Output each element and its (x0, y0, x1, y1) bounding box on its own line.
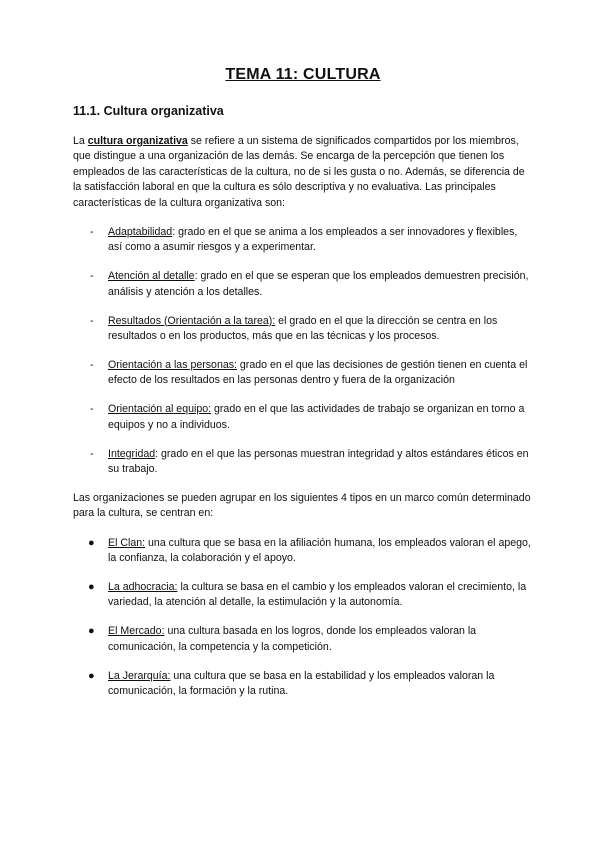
page-title: TEMA 11: CULTURA (225, 66, 381, 83)
bullet-marker: ● (88, 625, 95, 638)
list-item (73, 580, 533, 611)
intro-post: se refiere a un sistema de significados compartidos por los miembros, que distingue a una organización de las demás. Se encarga de la percepción que tienen los empleados de las características de la cultura, no de si les gusta o no. Además, se diferencia de la satisfacción laboral en que la cultura es sólo descriptiva y no evaluativa. Las principales características de la cultura organizativa son: (73, 135, 525, 209)
bullet-marker: ● (88, 669, 95, 682)
item-text: una cultura que se basa en la estabilidad y los empleados valoran la comunicación, la formación y la rutina. (108, 669, 495, 698)
document-page (73, 66, 533, 713)
item-term: La adhocracia: (108, 581, 178, 594)
list-item (73, 402, 533, 433)
types-list (73, 536, 533, 700)
item-text: una cultura basada en los logros, donde los empleados valoran la comunicación, la competencia y la competición. (108, 625, 477, 653)
item-term: Atención al detalle (108, 270, 195, 283)
item-term: La Jerarquía: (108, 669, 171, 682)
item-text: : grado en el que se esperan que los empleados demuestren precisión, análisis y atención a los detalles. (108, 270, 529, 298)
list-item (73, 447, 533, 478)
item-text: una cultura que se basa en la afiliación humana, los empleados valoran el apego, la confianza, la colaboración y el apoyo. (108, 536, 531, 565)
item-term: El Clan: (108, 536, 146, 549)
list-item (73, 269, 533, 300)
item-term: Orientación a las personas: (108, 358, 237, 371)
item-text: la cultura se basa en el cambio y los empleados valoran el crecimiento, la variedad, la atención al detalle, la estimulación y la autonomía. (108, 581, 527, 609)
dash-marker: - (90, 314, 94, 327)
dash-marker: - (90, 447, 94, 460)
item-text: el grado en el que la dirección se centra en los resultados o en los productos, más que en las técnicas y los procesos. (108, 314, 498, 343)
dash-marker: - (90, 270, 94, 283)
item-term: El Mercado: (108, 625, 165, 638)
item-text: grado en el que las actividades de trabajo se organizan en torno a equipos y no a individuos. (108, 403, 525, 431)
section-heading: 11.1. Cultura organizativa (73, 104, 224, 118)
intro-pre: La (73, 135, 88, 147)
intro-term: cultura organizativa (87, 135, 188, 147)
item-text: grado en el que las decisiones de gestión tienen en cuenta el efecto de los resultados en las personas dentro y fuera de la organización (108, 358, 528, 387)
dash-marker: - (90, 403, 94, 416)
list-item (73, 225, 533, 256)
list-item (73, 669, 533, 700)
item-term: Resultados (Orientación a la tarea): (108, 314, 276, 327)
types-intro-paragraph: Las organizaciones se pueden agrupar en los siguientes 4 tipos en un marco común determinado para la cultura, se centran en: (73, 491, 531, 520)
dash-marker: - (90, 226, 94, 239)
item-text: : grado en el que las personas muestran integridad y altos estándares éticos en su trabajo. (108, 447, 529, 475)
item-term: Orientación al equipo: (108, 403, 212, 416)
item-term: Adaptabilidad (108, 226, 173, 239)
list-item (73, 536, 533, 567)
bullet-marker: ● (88, 581, 95, 594)
bullet-marker: ● (88, 536, 95, 549)
dash-marker: - (90, 358, 94, 371)
item-text: : grado en el que se anima a los empleados a ser innovadores y flexibles, así como a asumir riesgos y a experimentar. (108, 226, 518, 254)
list-item (73, 314, 533, 345)
list-item (73, 358, 533, 389)
item-term: Integridad (108, 447, 156, 460)
intro-paragraph (73, 134, 533, 211)
characteristics-list (73, 225, 533, 477)
list-item (73, 624, 533, 655)
